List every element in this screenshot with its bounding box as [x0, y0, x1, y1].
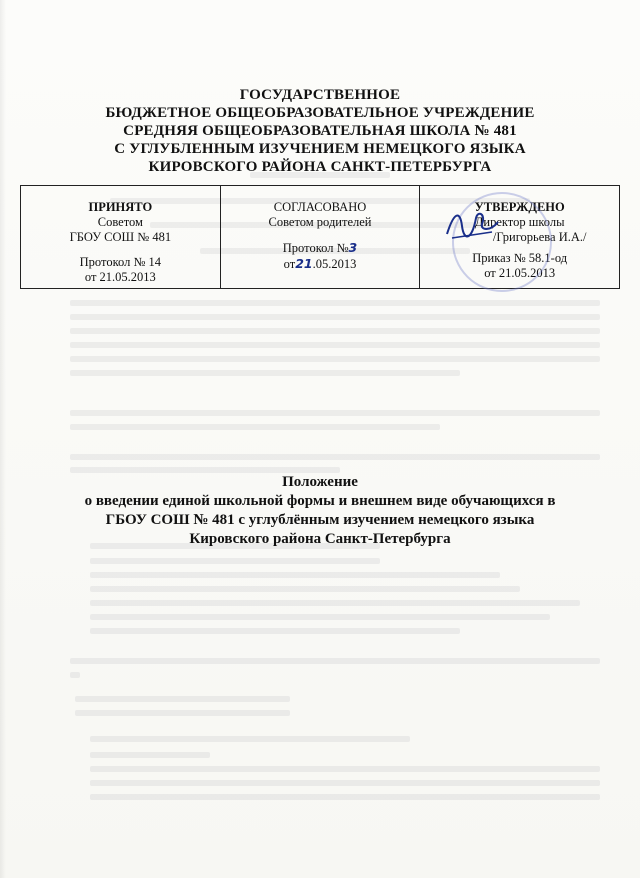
school-header	[0, 86, 640, 176]
approved-date: от 21.05.2013	[484, 266, 556, 280]
director-signature	[442, 204, 502, 244]
header-line: КИРОВСКОГО РАЙОНА САНКТ-ПЕТЕРБУРГА	[148, 159, 492, 175]
document-title-line: Кировского района Санкт-Петербурга	[189, 531, 451, 547]
approved-order: Приказ № 58.1-од	[472, 251, 568, 265]
approved-title: УТВЕРЖДЕНО	[474, 200, 565, 214]
approved-position: Директор школы	[474, 215, 565, 229]
approved-cell	[420, 186, 619, 288]
document-title-line: Положение	[282, 474, 358, 490]
agreed-cell	[221, 186, 421, 288]
accepted-org: ГБОУ СОШ № 481	[69, 230, 172, 244]
header-line: БЮДЖЕТНОЕ ОБЩЕОБРАЗОВАТЕЛЬНОЕ УЧРЕЖДЕНИЕ	[105, 105, 535, 121]
agreed-protocol: Протокол №3	[282, 240, 358, 255]
approved-signer: /Григорьева И.А./	[492, 230, 587, 244]
accepted-cell	[21, 186, 221, 288]
document-title	[0, 473, 640, 549]
agreed-date: от21.05.2013	[283, 256, 357, 271]
handwritten-protocol-number: 3	[348, 240, 358, 255]
header-line: ГОСУДАРСТВЕННОЕ	[239, 87, 401, 103]
agreed-title: СОГЛАСОВАНО	[273, 200, 367, 214]
accepted-protocol: Протокол № 14	[79, 255, 162, 269]
header-line: СРЕДНЯЯ ОБЩЕОБРАЗОВАТЕЛЬНАЯ ШКОЛА № 481	[123, 123, 517, 139]
agreed-body: Советом родителей	[268, 215, 372, 229]
document-title-line: ГБОУ СОШ № 481 с углублённым изучением немецкого языка	[105, 512, 535, 528]
header-line: С УГЛУБЛЕННЫМ ИЗУЧЕНИЕМ НЕМЕЦКОГО ЯЗЫКА	[114, 141, 526, 157]
approval-table	[20, 185, 620, 289]
accepted-body: Советом	[97, 215, 143, 229]
handwritten-date-day: 21	[295, 256, 313, 271]
accepted-title: ПРИНЯТО	[88, 200, 153, 214]
document-title-line: о введении единой школьной формы и внешнем виде обучающихся в	[84, 493, 556, 509]
accepted-date: от 21.05.2013	[84, 270, 156, 284]
